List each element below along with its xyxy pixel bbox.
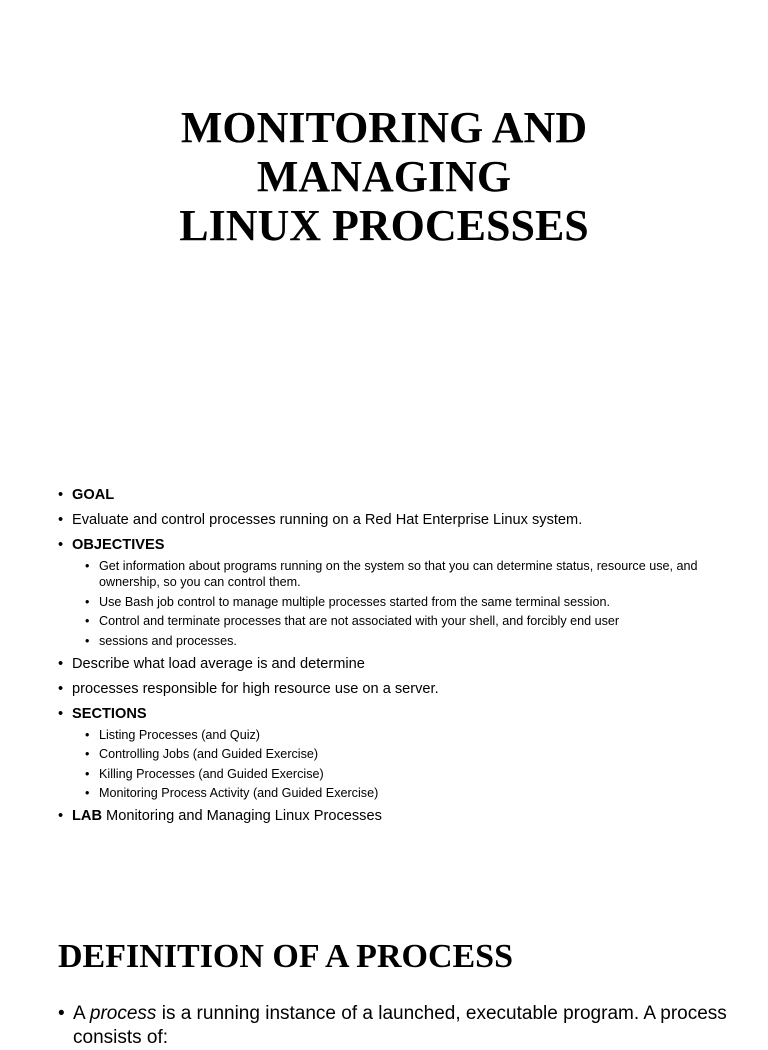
objective-item: • Get information about programs running on the system so that you can determine status, resource use, and ownership, so you can control them. bbox=[85, 558, 738, 590]
resource-use-text: processes responsible for high resource use on a server. bbox=[72, 680, 439, 697]
sections-item bbox=[58, 705, 738, 802]
definition-rest: is a running instance of a launched, executable program. A process consists of: bbox=[73, 1003, 727, 1048]
section-item: • Listing Processes (and Quiz) bbox=[85, 727, 738, 743]
sections-label: SECTIONS bbox=[72, 705, 147, 722]
definition-text bbox=[58, 1002, 733, 1050]
sections-list bbox=[85, 727, 738, 802]
definition-term: process bbox=[89, 1003, 157, 1024]
objectives-label: OBJECTIVES bbox=[72, 537, 165, 553]
objective-item: • Control and terminate processes that are not associated with your shell, and forcibly end user bbox=[85, 613, 738, 629]
objective-item: • Use Bash job control to manage multiple processes started from the same terminal session. bbox=[85, 594, 738, 610]
resource-use-item bbox=[58, 680, 738, 699]
objective-item: • sessions and processes. bbox=[85, 633, 738, 649]
goal-text: Evaluate and control processes running on a Red Hat Enterprise Linux system. bbox=[72, 512, 583, 528]
slide-title bbox=[0, 103, 768, 250]
lab-text: Monitoring and Managing Linux Processes bbox=[102, 808, 382, 824]
objectives-item bbox=[58, 536, 738, 649]
title-line-2: MANAGING bbox=[256, 152, 512, 202]
objectives-list bbox=[85, 558, 738, 649]
goal-label: GOAL bbox=[72, 487, 115, 503]
load-average-item bbox=[58, 655, 738, 674]
title-line-3: LINUX PROCESSES bbox=[179, 201, 589, 251]
lab-item bbox=[58, 807, 738, 826]
section-item: • Killing Processes (and Guided Exercise) bbox=[85, 766, 738, 782]
load-average-text: Describe what load average is and determine bbox=[72, 655, 365, 672]
definition-prefix: A bbox=[73, 1003, 90, 1024]
title-line-1: MONITORING AND bbox=[180, 103, 588, 153]
goal-item bbox=[58, 486, 738, 505]
section-item: • Controlling Jobs (and Guided Exercise) bbox=[85, 746, 738, 762]
definition-heading: DEFINITION OF A PROCESS bbox=[58, 938, 513, 976]
section-item: • Monitoring Process Activity (and Guided Exercise) bbox=[85, 785, 738, 801]
lab-label: LAB bbox=[72, 808, 102, 824]
goal-text-item bbox=[58, 511, 738, 530]
chapter-outline bbox=[58, 486, 738, 832]
